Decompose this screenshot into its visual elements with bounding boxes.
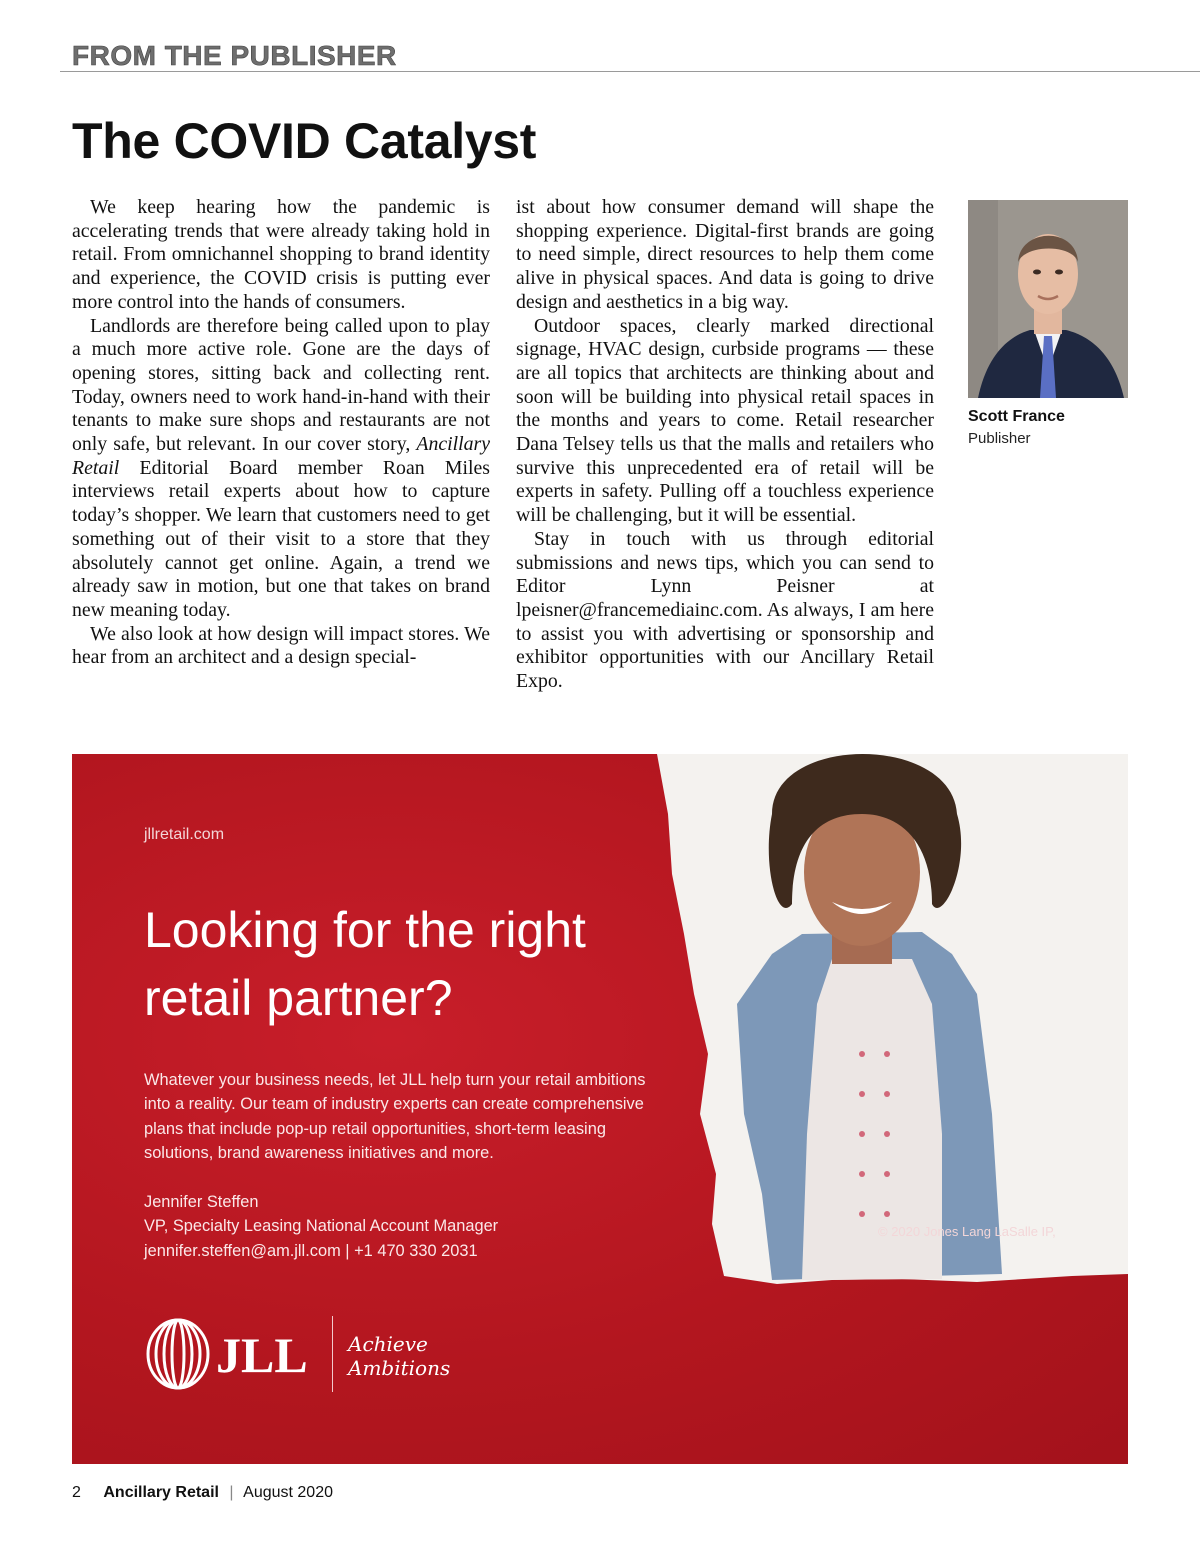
ad-headline: Looking for the right retail partner? [144,902,586,1026]
footer-issue-date: August 2020 [243,1484,333,1501]
paragraph: We also look at how design will impact stores. We hear from an architect and a design special- [72,622,490,669]
footer-publication: Ancillary Retail [103,1484,219,1501]
publisher-title: Publisher [968,430,1031,447]
jll-logo-text: JLL [216,1327,308,1383]
footer-separator: | [229,1484,234,1501]
article-headline: The COVID Catalyst [72,113,537,169]
logo-divider [332,1316,333,1392]
section-label: FROM THE PUBLISHER [72,40,397,71]
contact-name: Jennifer Steffen [144,1193,259,1211]
page-footer [72,1484,333,1502]
contact-title: VP, Specialty Leasing National Account Manager [144,1217,499,1236]
publisher-name: Scott France [968,408,1065,425]
jll-advertisement[interactable] [72,754,1128,1464]
ad-url[interactable]: jllretail.com [144,826,225,843]
section-rule [60,71,1200,72]
publisher-portrait [968,200,1128,398]
paragraph: Stay in touch with us through editorial submissions and news tips, which you can send to Editor Lynn Peisner at lpeisner@francemediainc.com. As always, I am here to assist you with advertising or sponsorship and exhibitor opportunities with our Ancillary Retail Expo. [516,527,934,693]
article-column-1 [72,196,490,670]
jll-tagline: Achieve Ambitions [348,1332,451,1380]
contact-email-phone[interactable]: jennifer.steffen@am.jll.com | +1 470 330 2031 [144,1241,478,1260]
paragraph: Outdoor spaces, clearly marked directional signage, HVAC design, curbside programs — these are all topics that architects are thinking about and soon will be building into physical retail spaces in the months and years to come. Retail researcher Dana Telsey tells us that the malls and retailers who survive this unprecedented era of retail will be experts in safety. Pulling off a touchless experience will be challenging, but it will be essential. [516,314,934,527]
paragraph: Landlords are therefore being called upon to play a much more active role. Gone are the days of opening stores, sitting back and collecting rent. Today, owners need to work hand-in-hand with their tenants to make sure shops and restaurants are not only safe, but relevant. In our cover story, Ancillary Retail Editorial Board member Roan Miles interviews retail experts about how to capture today’s shopper. We learn that customers need to get something out of their visit to a store that they absolutely cannot get online. Again, a trend we already saw in motion, but one that takes on brand new meaning today. [72,314,490,621]
ad-body: Whatever your business needs, let JLL help turn your retail ambitions into a reality. Our team of industry experts can create comprehensive plans that include pop-up retail opportunities, short-term leasing solutions, brand awareness initiatives and more. [144,1071,646,1163]
ad-copyright: © 2020 Jones Lang LaSalle IP, [878,1224,1056,1239]
publication-name: Ancillary Retail [72,433,490,479]
jll-logo [144,1316,324,1392]
paragraph: We keep hearing how the pandemic is accelerating trends that were already taking hold in retail. From omnichannel shopping to brand identity and experience, the COVID crisis is putting ever more control into the hands of consumers. [72,196,490,313]
paragraph: ist about how consumer demand will shape the shopping experience. Digital-first brands are going to need simple, direct resources to help them come alive in physical spaces. And data is going to drive design and aesthetics in a big way. [516,196,934,313]
article-column-2 [516,196,934,694]
page-number: 2 [72,1484,81,1501]
ad-contact [144,1190,498,1263]
